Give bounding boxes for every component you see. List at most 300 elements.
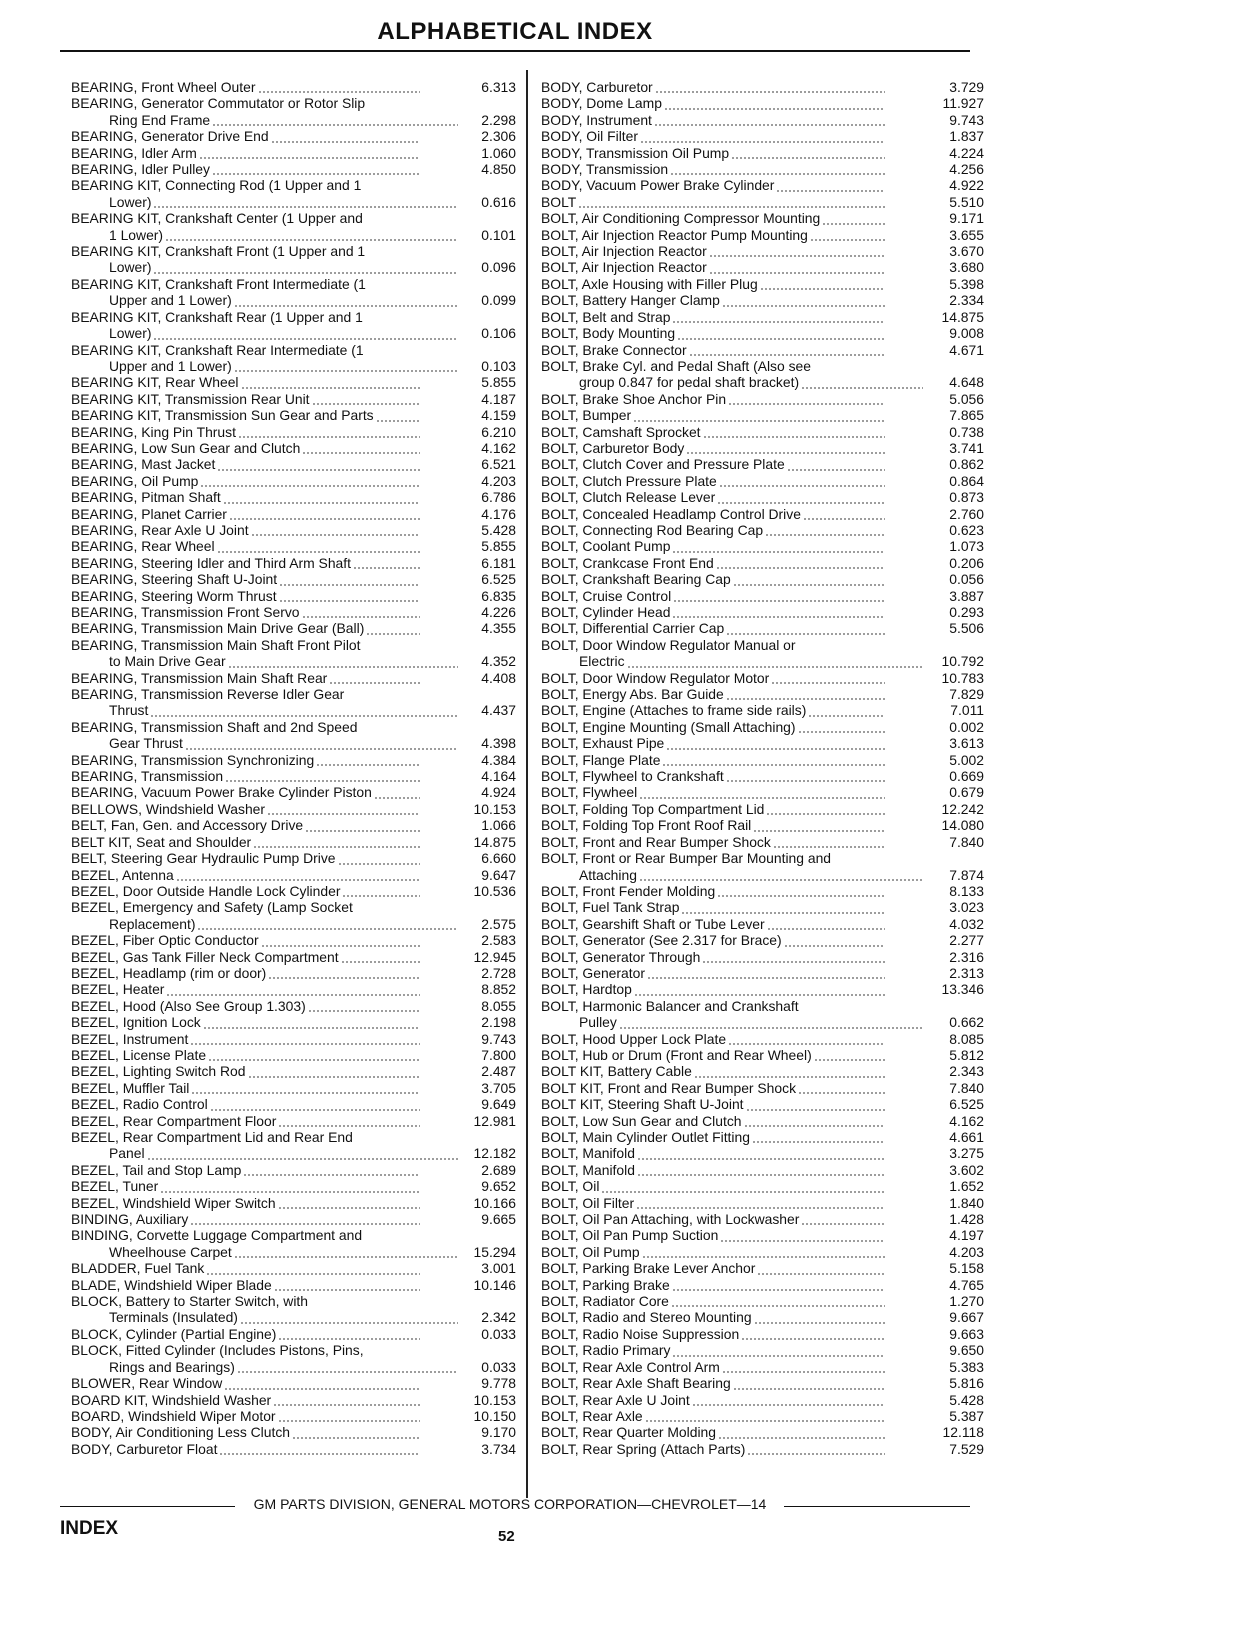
entry-text: BEZEL, License Plate xyxy=(71,1046,207,1063)
entry-page-ref: 12.981 xyxy=(473,1112,516,1129)
entry-last-line xyxy=(541,1277,887,1293)
entry-page-ref: 6.786 xyxy=(481,489,516,506)
entry-last-line xyxy=(541,981,887,997)
entry-page-ref: 0.106 xyxy=(481,325,516,342)
index-entry xyxy=(71,1162,516,1178)
entry-text: BEARING KIT, Rear Wheel xyxy=(71,374,239,391)
entry-last-line xyxy=(71,867,422,883)
index-entry xyxy=(541,817,984,833)
entry-last-line xyxy=(71,1244,460,1260)
index-entry xyxy=(541,1047,984,1063)
index-entry xyxy=(541,342,984,358)
entry-page-ref: 4.765 xyxy=(949,1276,984,1293)
dot-leader xyxy=(672,551,885,553)
entry-page-ref: 9.743 xyxy=(949,111,984,128)
dot-leader xyxy=(640,141,885,143)
entry-text: BOLT, Front or Rear Bumper Bar Mounting and xyxy=(541,850,832,867)
entry-text: BODY, Oil Filter xyxy=(541,128,638,145)
entry-page-ref: 2.343 xyxy=(949,1063,984,1080)
entry-last-line xyxy=(541,292,887,308)
entry-page-ref: 3.023 xyxy=(949,899,984,916)
entry-page-ref: 5.383 xyxy=(949,1358,984,1375)
entry-page-ref: 5.158 xyxy=(949,1260,984,1277)
entry-page-ref: 9.667 xyxy=(949,1309,984,1326)
entry-page-ref: 0.864 xyxy=(949,472,984,489)
dot-leader xyxy=(279,584,420,586)
entry-text: BOLT, Carburetor Body xyxy=(541,439,685,456)
entry-page-ref: 9.171 xyxy=(949,210,984,227)
index-entry xyxy=(71,440,516,456)
entry-text: BEARING, Steering Idler and Third Arm Shaft xyxy=(71,554,351,571)
entry-text: BOLT, Air Injection Reactor xyxy=(541,243,707,260)
entry-page-ref: 0.099 xyxy=(481,292,516,309)
entry-text: BOLT, Bumper xyxy=(541,407,632,424)
dot-leader xyxy=(627,666,923,668)
entry-text: BEARING, Front Wheel Outer xyxy=(71,79,256,95)
entry-last-line xyxy=(71,1277,422,1293)
entry-last-line xyxy=(71,932,422,948)
index-entry xyxy=(71,801,516,817)
entry-last-line xyxy=(71,440,422,456)
index-entry xyxy=(541,883,984,899)
entry-page-ref: 10.153 xyxy=(473,800,516,817)
entry-last-line xyxy=(541,407,887,423)
entry-page-ref: 0.206 xyxy=(949,554,984,571)
entry-page-ref: 3.680 xyxy=(949,259,984,276)
dot-leader xyxy=(637,1174,885,1176)
entry-last-line xyxy=(541,1408,887,1424)
entry-page-ref: 12.182 xyxy=(473,1145,516,1162)
index-entry xyxy=(71,571,516,587)
dot-leader xyxy=(765,534,885,536)
index-entry xyxy=(541,702,984,718)
entry-text: BEZEL, Radio Control xyxy=(71,1096,208,1113)
entry-text: BEARING, Transmission Main Shaft Rear xyxy=(71,669,328,686)
entry-text: BEZEL, Windshield Wiper Switch xyxy=(71,1194,276,1211)
entry-text: BOLT, Low Sun Gear and Clutch xyxy=(541,1112,742,1129)
entry-last-line xyxy=(71,358,460,374)
dot-leader xyxy=(267,813,420,815)
entry-last-line xyxy=(71,949,422,965)
footer-rule-right xyxy=(784,1506,970,1507)
entry-text: BOLT KIT, Steering Shaft U-Joint xyxy=(541,1096,744,1113)
dot-leader xyxy=(686,452,885,454)
dot-leader xyxy=(773,846,885,848)
index-entry xyxy=(71,1408,516,1424)
entry-page-ref: 6.525 xyxy=(481,571,516,588)
entry-page-ref: 2.689 xyxy=(481,1161,516,1178)
entry-last-line xyxy=(541,1309,887,1325)
dot-leader xyxy=(798,1092,885,1094)
index-entry xyxy=(541,899,984,915)
entry-text: BOLT, Clutch Pressure Plate xyxy=(541,472,717,489)
dot-leader xyxy=(726,698,885,700)
index-entry xyxy=(71,1293,516,1326)
entry-page-ref: 0.862 xyxy=(949,456,984,473)
index-entry xyxy=(71,538,516,554)
dot-leader xyxy=(672,1355,885,1357)
dot-leader xyxy=(176,879,420,881)
entry-last-line xyxy=(541,949,887,965)
entry-text: BOLT, Crankshaft Bearing Cap xyxy=(541,571,731,588)
entry-page-ref: 0.873 xyxy=(949,489,984,506)
entry-text: BOLT, Generator xyxy=(541,964,645,981)
entry-text: BELT, Fan, Gen. and Accessory Drive xyxy=(71,817,304,834)
index-entry xyxy=(71,243,516,276)
entry-page-ref: 4.924 xyxy=(481,784,516,801)
entry-text: BOLT xyxy=(541,193,577,210)
index-entry xyxy=(541,965,984,981)
dot-leader xyxy=(248,1076,421,1078)
entry-text: BOLT, Parking Brake xyxy=(541,1276,670,1293)
index-entry xyxy=(71,981,516,997)
entry-page-ref: 5.002 xyxy=(949,751,984,768)
dot-leader xyxy=(243,1174,420,1176)
entry-text: BOLT, Oil Pump xyxy=(541,1243,640,1260)
entry-last-line xyxy=(541,752,887,768)
entry-last-line xyxy=(541,1162,887,1178)
dot-leader xyxy=(709,255,885,257)
entry-page-ref: 4.032 xyxy=(949,915,984,932)
entry-page-ref: 1.073 xyxy=(949,538,984,555)
entry-text: BLOCK, Cylinder (Partial Engine) xyxy=(71,1325,277,1342)
index-entry xyxy=(541,522,984,538)
entry-text: BEZEL, Lighting Switch Rod xyxy=(71,1063,246,1080)
index-entry xyxy=(541,538,984,554)
entry-text: BOLT, Hood Upper Lock Plate xyxy=(541,1030,727,1047)
entry-text: BOLT, Clutch Cover and Pressure Plate xyxy=(541,456,785,473)
entry-page-ref: 2.728 xyxy=(481,964,516,981)
entry-last-line xyxy=(71,407,422,423)
entry-page-ref: 13.346 xyxy=(941,981,984,998)
dot-leader xyxy=(376,420,420,422)
entry-text: BEZEL, Heater xyxy=(71,981,165,998)
index-entry xyxy=(71,588,516,604)
index-entry xyxy=(541,571,984,587)
entry-last-line xyxy=(71,604,422,620)
entry-text: Panel xyxy=(109,1145,145,1162)
entry-last-line xyxy=(71,588,422,604)
index-entry xyxy=(541,407,984,423)
index-entry xyxy=(541,112,984,128)
dot-leader xyxy=(238,436,420,438)
dot-leader xyxy=(741,1338,885,1340)
index-entry xyxy=(541,358,984,391)
entry-text: Thrust xyxy=(109,702,149,719)
dot-leader xyxy=(733,1388,885,1390)
entry-page-ref: 0.662 xyxy=(949,1014,984,1031)
entry-text: BEARING, Transmission Shaft and 2nd Speed xyxy=(71,718,358,735)
entry-page-ref: 4.384 xyxy=(481,751,516,768)
entry-text: BOLT, Rear Quarter Molding xyxy=(541,1424,716,1441)
entry-text: BEARING, Idler Arm xyxy=(71,144,197,161)
entry-text: BEARING, Vacuum Power Brake Cylinder Piston xyxy=(71,784,372,801)
dot-leader xyxy=(224,1388,420,1390)
dot-leader xyxy=(760,288,885,290)
dot-leader xyxy=(278,1125,420,1127)
entry-last-line xyxy=(541,916,887,932)
entry-last-line xyxy=(541,1244,887,1260)
entry-last-line xyxy=(71,128,422,144)
entry-last-line xyxy=(71,1424,422,1440)
dot-leader xyxy=(694,1076,885,1078)
entry-page-ref: 9.652 xyxy=(481,1178,516,1195)
dot-leader xyxy=(639,879,923,881)
entry-text: BOLT, Exhaust Pipe xyxy=(541,735,665,752)
entry-text: BOLT, Door Window Regulator Motor xyxy=(541,669,770,686)
entry-page-ref: 2.316 xyxy=(949,948,984,965)
entry-page-ref: 4.164 xyxy=(481,768,516,785)
dot-leader xyxy=(647,977,885,979)
dot-leader xyxy=(147,1158,458,1160)
entry-page-ref: 14.875 xyxy=(473,833,516,850)
entry-page-ref: 0.623 xyxy=(949,521,984,538)
dot-leader xyxy=(203,1027,420,1029)
entry-page-ref: 4.671 xyxy=(949,341,984,358)
entry-text: BEARING, Transmission Synchronizing xyxy=(71,751,315,768)
entry-page-ref: 9.778 xyxy=(481,1375,516,1392)
dot-leader xyxy=(639,797,885,799)
index-entry xyxy=(71,784,516,800)
index-entry xyxy=(541,1342,984,1358)
entry-last-line xyxy=(541,440,887,456)
entry-page-ref: 4.256 xyxy=(949,161,984,178)
dot-leader xyxy=(767,928,885,930)
entry-last-line xyxy=(541,145,887,161)
dot-leader xyxy=(718,1437,885,1439)
index-entry xyxy=(71,555,516,571)
entry-last-line xyxy=(71,620,422,636)
index-entry xyxy=(541,292,984,308)
dot-leader xyxy=(746,1109,885,1111)
dot-leader xyxy=(633,420,885,422)
dot-leader xyxy=(671,1305,885,1307)
entry-text: BOLT, Rear Axle Shaft Bearing xyxy=(541,1375,731,1392)
entry-text: BODY, Vacuum Power Brake Cylinder xyxy=(541,177,775,194)
dot-leader xyxy=(771,682,885,684)
entry-text: BOLT KIT, Battery Cable xyxy=(541,1063,692,1080)
entry-text: BELT, Steering Gear Hydraulic Pump Drive xyxy=(71,850,336,867)
dot-leader xyxy=(240,1322,458,1324)
index-entry xyxy=(71,1178,516,1194)
index-entry xyxy=(541,1408,984,1424)
entry-text: BOLT, Rear Axle xyxy=(541,1407,643,1424)
entry-text: BOLT, Body Mounting xyxy=(541,325,676,342)
dot-leader xyxy=(822,223,885,225)
dot-leader xyxy=(208,1059,420,1061)
dot-leader xyxy=(753,830,885,832)
entry-page-ref: 4.203 xyxy=(949,1243,984,1260)
index-entry xyxy=(541,949,984,965)
entry-page-ref: 5.855 xyxy=(481,374,516,391)
index-entry xyxy=(71,489,516,505)
index-entry xyxy=(541,1309,984,1325)
entry-page-ref: 1.066 xyxy=(481,817,516,834)
index-entry xyxy=(541,227,984,243)
entry-last-line xyxy=(541,276,887,292)
entry-text: BOLT, Generator Through xyxy=(541,948,701,965)
index-entry xyxy=(71,522,516,538)
index-entry xyxy=(71,1211,516,1227)
entry-last-line xyxy=(541,1031,887,1047)
entry-page-ref: 7.865 xyxy=(949,407,984,424)
entry-page-ref: 4.398 xyxy=(481,735,516,752)
entry-text: BEZEL, Door Outside Handle Lock Cylinder xyxy=(71,882,341,899)
dot-leader xyxy=(338,863,420,865)
entry-text: BOLT, Rear Axle U Joint xyxy=(541,1391,690,1408)
dot-leader xyxy=(302,616,421,618)
dot-leader xyxy=(681,912,885,914)
entry-text: BEZEL, Tail and Stop Lamp xyxy=(71,1161,242,1178)
entry-page-ref: 2.306 xyxy=(481,128,516,145)
index-entry xyxy=(541,243,984,259)
entry-last-line xyxy=(71,1080,422,1096)
entry-page-ref: 4.355 xyxy=(481,620,516,637)
dot-leader xyxy=(199,157,420,159)
dot-leader xyxy=(716,567,885,569)
dot-leader xyxy=(206,1273,420,1275)
dot-leader xyxy=(341,961,420,963)
index-entry xyxy=(541,194,984,210)
entry-last-line xyxy=(541,1441,887,1457)
entry-page-ref: 8.133 xyxy=(949,882,984,899)
entry-last-line xyxy=(71,161,422,177)
dot-leader xyxy=(185,748,458,750)
index-entry xyxy=(541,686,984,702)
entry-page-ref: 4.162 xyxy=(481,439,516,456)
entry-text: BEZEL, Instrument xyxy=(71,1030,189,1047)
entry-text: BOLT, Differential Carrier Cap xyxy=(541,620,725,637)
entry-last-line xyxy=(541,686,887,702)
entry-text: BLADE, Windshield Wiper Blade xyxy=(71,1276,272,1293)
entry-last-line xyxy=(541,867,925,883)
entry-text: BOARD KIT, Windshield Washer xyxy=(71,1391,272,1408)
entry-page-ref: 4.922 xyxy=(949,177,984,194)
entry-page-ref: 9.663 xyxy=(949,1325,984,1342)
index-entry xyxy=(541,424,984,440)
index-entry xyxy=(71,210,516,243)
entry-text: BOLT, Hardtop xyxy=(541,981,632,998)
index-entry xyxy=(71,1096,516,1112)
index-entry xyxy=(541,1080,984,1096)
entry-last-line xyxy=(541,768,887,784)
index-entry xyxy=(541,1178,984,1194)
dot-leader xyxy=(654,124,885,126)
entry-text: BEZEL, Fiber Optic Conductor xyxy=(71,932,259,949)
entry-last-line xyxy=(71,784,422,800)
entry-page-ref: 1.652 xyxy=(949,1178,984,1195)
entry-page-ref: 0.616 xyxy=(481,193,516,210)
entry-text: BOLT, Radio Primary xyxy=(541,1342,671,1359)
index-entry xyxy=(541,259,984,275)
entry-text: BOLT, Radio and Stereo Mounting xyxy=(541,1309,752,1326)
entry-text: Pulley xyxy=(579,1014,617,1031)
entry-last-line xyxy=(71,916,460,932)
dot-leader xyxy=(166,994,420,996)
index-column-right xyxy=(541,79,984,1457)
entry-text: BLOCK, Battery to Starter Switch, with xyxy=(71,1293,308,1310)
entry-page-ref: 10.783 xyxy=(941,669,984,686)
dot-leader xyxy=(278,1338,420,1340)
index-entry xyxy=(541,79,984,95)
entry-page-ref: 1.270 xyxy=(949,1293,984,1310)
entry-page-ref: 9.649 xyxy=(481,1096,516,1113)
footer-publisher: GM PARTS DIVISION, GENERAL MOTORS CORPORATION—CHEVROLET—14 xyxy=(253,1496,767,1512)
entry-last-line xyxy=(541,1145,887,1161)
entry-text: BEARING, Oil Pump xyxy=(71,472,199,489)
entry-last-line xyxy=(541,95,887,111)
entry-page-ref: 7.011 xyxy=(950,702,984,719)
dot-leader xyxy=(664,108,885,110)
entry-last-line xyxy=(541,670,887,686)
entry-text: Rings and Bearings) xyxy=(109,1358,235,1375)
dot-leader xyxy=(757,1273,885,1275)
entry-page-ref: 10.166 xyxy=(473,1194,516,1211)
index-entry xyxy=(541,440,984,456)
entry-text: BEZEL, Tuner xyxy=(71,1178,159,1195)
dot-leader xyxy=(308,1010,420,1012)
index-entry xyxy=(71,309,516,342)
index-entry xyxy=(71,1277,516,1293)
entry-text: BOLT, Connecting Rod Bearing Cap xyxy=(541,521,764,538)
entry-last-line xyxy=(71,424,422,440)
dot-leader xyxy=(634,994,885,996)
index-entry xyxy=(541,719,984,735)
entry-text: BEARING, Steering Worm Thrust xyxy=(71,587,277,604)
dot-leader xyxy=(165,239,458,241)
entry-page-ref: 2.313 xyxy=(949,964,984,981)
entry-page-ref: 4.226 xyxy=(481,604,516,620)
index-entry xyxy=(71,177,516,210)
index-entry xyxy=(541,1145,984,1161)
dot-leader xyxy=(728,1043,885,1045)
dot-leader xyxy=(278,1207,420,1209)
entry-last-line xyxy=(541,1375,887,1391)
index-entry xyxy=(71,637,516,670)
entry-last-line xyxy=(71,374,422,390)
entry-text: Upper and 1 Lower) xyxy=(109,357,232,374)
entry-last-line xyxy=(541,456,887,472)
dot-leader xyxy=(366,633,420,635)
entry-last-line xyxy=(541,1326,887,1342)
dot-leader xyxy=(234,370,458,372)
entry-page-ref: 5.387 xyxy=(949,1407,984,1424)
index-entry xyxy=(71,1113,516,1129)
entry-text: BOLT, Energy Abs. Bar Guide xyxy=(541,686,724,703)
entry-text: BOLT, Cylinder Head xyxy=(541,604,671,620)
entry-page-ref: 12.242 xyxy=(941,800,984,817)
entry-page-ref: 14.875 xyxy=(941,308,984,325)
page-title: ALPHABETICAL INDEX xyxy=(377,18,653,45)
entry-page-ref: 5.428 xyxy=(481,521,516,538)
entry-page-ref: 5.506 xyxy=(949,620,984,637)
index-entry xyxy=(541,456,984,472)
entry-page-ref: 2.760 xyxy=(949,505,984,522)
entry-last-line xyxy=(541,391,887,407)
section-label: INDEX xyxy=(60,1518,119,1539)
dot-leader xyxy=(662,764,885,766)
index-entry xyxy=(541,850,984,883)
entry-last-line xyxy=(541,210,887,226)
entry-text: BOLT, Cruise Control xyxy=(541,587,672,604)
entry-page-ref: 2.198 xyxy=(481,1014,516,1031)
entry-page-ref: 5.855 xyxy=(481,538,516,555)
entry-text: BODY, Carburetor Float xyxy=(71,1440,218,1457)
dot-leader xyxy=(747,1453,885,1455)
entry-text: BOLT, Engine (Attaches to frame side rails) xyxy=(541,702,807,719)
entry-last-line xyxy=(541,243,887,259)
entry-last-line xyxy=(541,177,887,193)
